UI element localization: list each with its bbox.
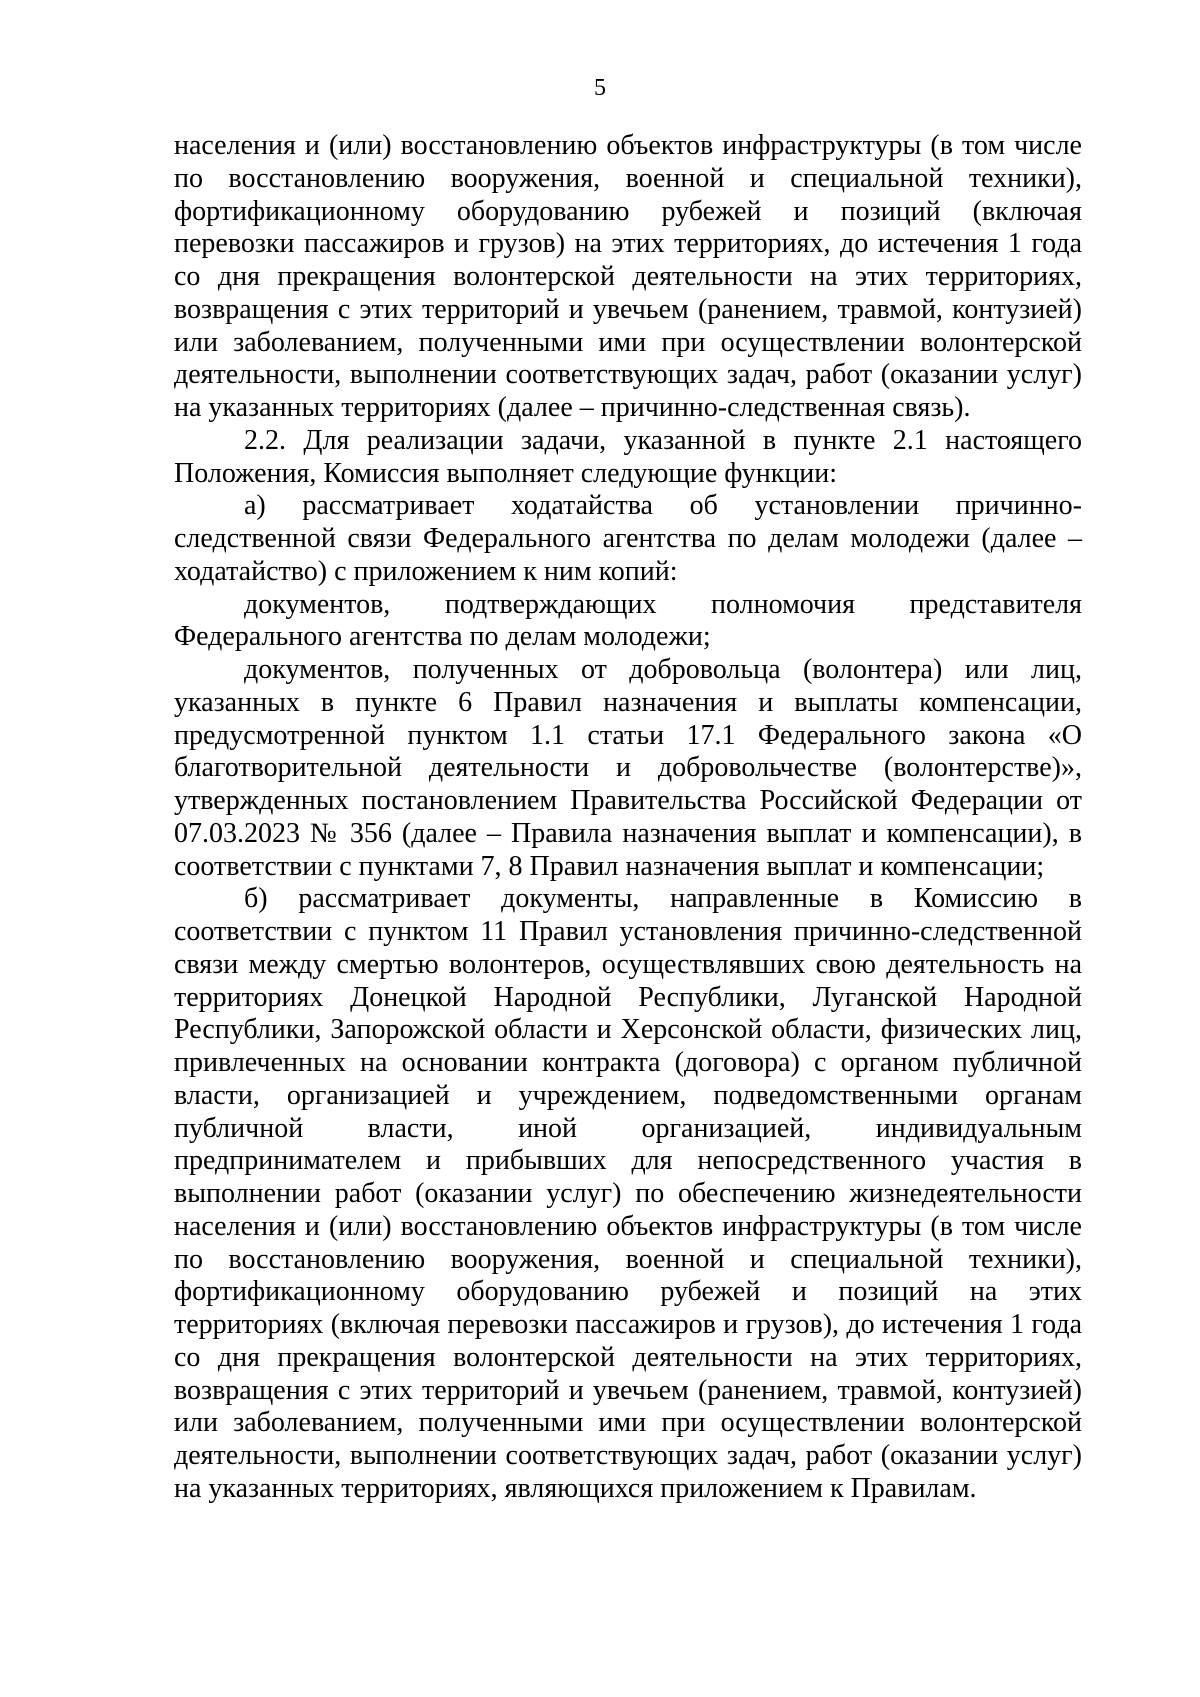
page-number: 5 (594, 75, 606, 101)
paragraph-item-a: а) рассматривает ходатайства об установлении причинно-следственной связи Федерального агентства по делам молодежи (далее – ходатайство) с приложением к ним копий: (174, 490, 1082, 587)
paragraph-continuation: населения и (или) восстановлению объектов инфраструктуры (в том числе по восстановлению вооружения, военной и специальной техники), фортификационному оборудованию рубежей и позиций (включая перевозки пассажиров и грузов) на этих территориях, до истечения 1 года со дня прекращения волонтерской деятельности на этих территориях, возвращения с этих территорий и увечьем (ранением, травмой, контузией) или заболеванием, полученными ими при осуществлении волонтерской деятельности, выполнении соответствующих задач, работ (оказании услуг) на указанных территориях (далее – причинно-следственная связь). (174, 130, 1082, 423)
paragraph-clause-2-2: 2.2. Для реализации задачи, указанной в пункте 2.1 настоящего Положения, Комиссия выполняет следующие функции: (174, 424, 1082, 489)
paragraph-item-a-documents-2: документов, полученных от добровольца (волонтера) или лиц, указанных в пункте 6 Правил назначения и выплаты компенсации, предусмотренной пунктом 1.1 статьи 17.1 Федерального закона «О благотворительной деятельности и добровольчестве (волонтерстве)», утвержденных постановлением Правительства Российской Федерации от 07.03.2023 № 356 (далее – Правила назначения выплат и компенсации), в соответствии с пунктами 7, 8 Правил назначения выплат и компенсации; (174, 654, 1082, 882)
paragraph-item-a-documents-1: документов, подтверждающих полномочия представителя Федерального агентства по делам молодежи; (174, 588, 1082, 653)
paragraph-item-b: б) рассматривает документы, направленные в Комиссию в соответствии с пунктом 11 Правил установления причинно-следственной связи между смертью волонтеров, осуществлявших свою деятельность на территориях Донецкой Народной Республики, Луганской Народной Республики, Запорожской области и Херсонской области, физических лиц, привлеченных на основании контракта (договора) с органом публичной власти, организацией и учреждением, подведомственными органам публичной власти, иной организацией, индивидуальным предпринимателем и прибывших для непосредственного участия в выполнении работ (оказании услуг) по обеспечению жизнедеятельности населения и (или) восстановлению объектов инфраструктуры (в том числе по восстановлению вооружения, военной и специальной техники), фортификационному оборудованию рубежей и позиций на этих территориях (включая перевозки пассажиров и грузов), до истечения 1 года со дня прекращения волонтерской деятельности на этих территориях, возвращения с этих территорий и увечьем (ранением, травмой, контузией) или заболеванием, полученными ими при осуществлении волонтерской деятельности, выполнении соответствующих задач, работ (оказании услуг) на указанных территориях, являющихся приложением к Правилам. (174, 883, 1082, 1504)
document-body (174, 130, 1082, 1506)
